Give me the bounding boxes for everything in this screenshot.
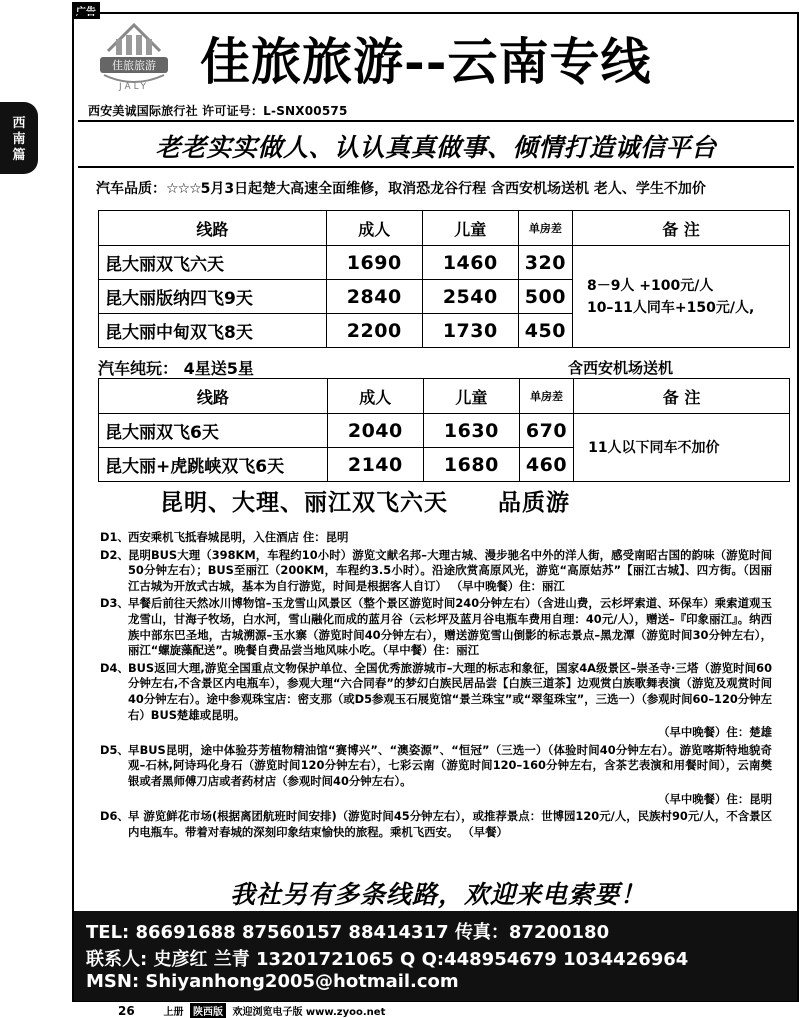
feature-tag: 品质游	[498, 489, 570, 516]
contact-person-line: 联系人: 史彦红 兰青 13201721065 Q Q:448954679 1034426964	[86, 949, 689, 970]
adult-price: 2140	[327, 448, 423, 482]
single-supplement: 320	[518, 246, 572, 280]
itinerary-day	[100, 548, 772, 595]
day-label	[100, 792, 128, 808]
route-name: 昆大丽中甸双飞8天	[99, 314, 327, 348]
contact-msn-line: MSN: Shiyanhong2005@hotmail.com	[86, 971, 459, 992]
itinerary-day	[100, 743, 772, 790]
single-supplement: 670	[519, 414, 573, 448]
adult-price: 2200	[326, 314, 422, 348]
company-logo	[94, 17, 174, 93]
motto: 老老实实做人、认认真真做事、倾情打造诚信平台	[155, 133, 717, 162]
route-name: 昆大丽版纳四飞9天	[99, 280, 327, 314]
single-supplement: 460	[519, 448, 573, 482]
footer-text: 欢迎浏览电子版 www.zyoo.net	[232, 1007, 386, 1018]
day-description: 西安乘机飞抵春城昆明，入住酒店 住：昆明	[128, 530, 349, 544]
header-remark: 备 注	[572, 211, 789, 246]
footer-brand: 陕西版	[190, 1003, 226, 1018]
adult-price: 2840	[326, 280, 422, 314]
child-price: 1680	[423, 448, 519, 482]
feature-heading	[160, 484, 570, 517]
footer-part: 上册	[163, 1007, 184, 1018]
itinerary-day	[100, 530, 772, 546]
main-title: 佳旅旅游--云南专线	[200, 32, 652, 91]
section-tab-char: 南	[12, 132, 26, 147]
child-price: 1630	[423, 414, 519, 448]
adult-price: 2040	[327, 414, 423, 448]
itinerary-day	[100, 661, 772, 723]
section-tab	[0, 102, 38, 174]
day-label: D3、	[100, 596, 129, 611]
page-footer	[118, 1003, 385, 1018]
remark-line: 8－9人 +100元/人	[586, 277, 714, 294]
itinerary-day	[100, 792, 772, 808]
single-supplement: 450	[518, 314, 572, 348]
logo-text: 佳旅旅游	[112, 59, 156, 72]
single-supplement: 500	[518, 280, 572, 314]
header-single: 单房差	[518, 211, 572, 246]
section-note: 含西安机场送机	[568, 359, 674, 377]
day-label: D5、	[100, 742, 129, 757]
table-row	[99, 414, 790, 448]
remark-cell: 11人以下同车不加价	[574, 414, 790, 482]
itinerary-day	[100, 725, 772, 741]
remark-cell	[572, 246, 789, 348]
quality-prefix: 汽车品质：	[96, 181, 166, 197]
header-child: 儿童	[422, 211, 518, 246]
table-header-row	[99, 379, 790, 414]
table-header-row	[99, 211, 790, 246]
section-tab-char: 西	[12, 116, 26, 131]
day-label	[100, 725, 128, 741]
child-price: 1730	[422, 314, 518, 348]
header-route: 线路	[99, 211, 327, 246]
price-table-1	[98, 210, 790, 348]
route-name: 昆大丽+虎跳峡双飞6天	[99, 448, 328, 482]
day-label: D1、	[100, 530, 129, 544]
day-label: D4、	[100, 660, 129, 675]
header-single: 单房差	[519, 379, 573, 414]
adult-price: 1690	[326, 246, 422, 280]
header-adult: 成人	[326, 211, 422, 246]
page-number: 26	[118, 1004, 135, 1018]
licence-line: 西安美诚国际旅行社 许可证号：L-SNX00575	[88, 104, 348, 118]
slogan: 我社另有多条线路，欢迎来电索要！	[229, 880, 646, 909]
contact-phone-line: TEL: 86691688 87560157 88414317 传真：87200180	[86, 922, 610, 943]
star-icons: ☆☆☆	[166, 181, 201, 197]
route-name: 昆大丽双飞六天	[99, 246, 327, 280]
day-label: D6、	[100, 809, 129, 824]
day-description: 早BUS昆明，途中体验芬芳植物精油馆“赛博兴”、“澳姿源”、“恒冠”（三选一）（体验时间40分钟左右）。游览喀斯特地貌奇观–石林,阿诗玛化身石（游览时间120分钟左右），七彩云南（游览时间120–160分钟左右，含茶艺表演和用餐时间），云南樊银或者黑师傅刀店或者药材店（参观时间40分钟左右）。	[128, 742, 772, 788]
ad-label: 广告	[72, 2, 100, 19]
day-description: 昆明BUS大理（398KM，车程约10小时）游览文献名邦–大理古城、漫步驰名中外的洋人街，感受南昭古国的韵味（游览时间50分钟左右）；BUS至丽江（200KM，车程约3.5小时）。沿途欣赏高原风光，游览“高原姑苏”【丽江古城】、四方街。（因丽江古城为开放式古城，基本为自行游览，时间是根据客人自订） （早中晚餐）住：丽江	[128, 547, 772, 593]
itinerary	[100, 530, 772, 842]
header-child: 儿童	[423, 379, 519, 414]
child-price: 1460	[422, 246, 518, 280]
section-tab-char: 篇	[12, 148, 26, 163]
divider	[78, 166, 794, 168]
quality-line	[96, 178, 706, 198]
day-description: （早中晚餐）住：楚雄	[658, 725, 772, 740]
route-name: 昆大丽双飞6天	[99, 414, 328, 448]
contact-block	[74, 911, 797, 1001]
child-price: 2540	[422, 280, 518, 314]
itinerary-day	[100, 596, 772, 658]
day-description: 早餐后前往天然冰川博物馆–玉龙雪山风景区（整个景区游览时间240分钟左右）（含进山费，云杉坪索道、环保车）乘索道观玉龙雪山，甘海子牧场，白水河，雪山融化而成的蓝月谷（云杉坪及蓝月谷电瓶车费用自理：40元/人），赠送–『印象丽江』。纳西族中部东巴圣地，古城溯源–玉水寨（游览时间40分钟左右），赠送游览雪山倒影的标志景点–黑龙潭（游览时间30分钟左右），丽江“螺旋藻配送”。晚餐自费品尝当地风味小吃。（早中餐）住：丽江	[128, 596, 772, 658]
price-table-2	[98, 378, 790, 482]
day-description: （早中晚餐）住：昆明	[658, 791, 772, 806]
quality-text: 5月3日起楚大高速全面维修，取消恐龙谷行程 含西安机场送机 老人、学生不加价	[200, 181, 706, 197]
feature-title: 昆明、大理、丽江双飞六天	[160, 489, 448, 516]
day-label: D2、	[100, 547, 129, 562]
divider	[78, 120, 794, 122]
day-description: BUS返回大理,游览全国重点文物保护单位、全国优秀旅游城市–大理的标志和象征，国家4A级景区–崇圣寺·三塔（游览时间60分钟左右,不含景区内电瓶车），参观大理“六合同春”的梦幻白族民居品尝【白族三道茶】边观赏白族歌舞表演（游览及观赏时间40分钟左右）。途中参观珠宝店：密支那（或D5参观玉石展览馆“景兰珠宝”或“翠玺珠宝”，三选一）（参观时间60–120分钟左右）BUS楚雄或昆明。	[128, 660, 772, 722]
header-adult: 成人	[327, 379, 423, 414]
section-title: 汽车纯玩： 4星送5星	[98, 359, 254, 378]
header-route: 线路	[99, 379, 328, 414]
header-remark: 备 注	[574, 379, 790, 414]
remark-line: 10–11人同车+150元/人,	[586, 299, 755, 316]
table-row	[99, 246, 790, 280]
logo-subtext: JALY	[119, 82, 149, 92]
itinerary-day	[100, 809, 772, 840]
day-description: 早 游览鲜花市场(根据离团航班时间安排)（游览时间45分钟左右），或推荐景点：世博园120元/人，民族村90元/人，不含景区内电瓶车。带着对春城的深刻印象结束愉快的旅程。乘机飞西安。 （早餐）	[128, 809, 772, 839]
